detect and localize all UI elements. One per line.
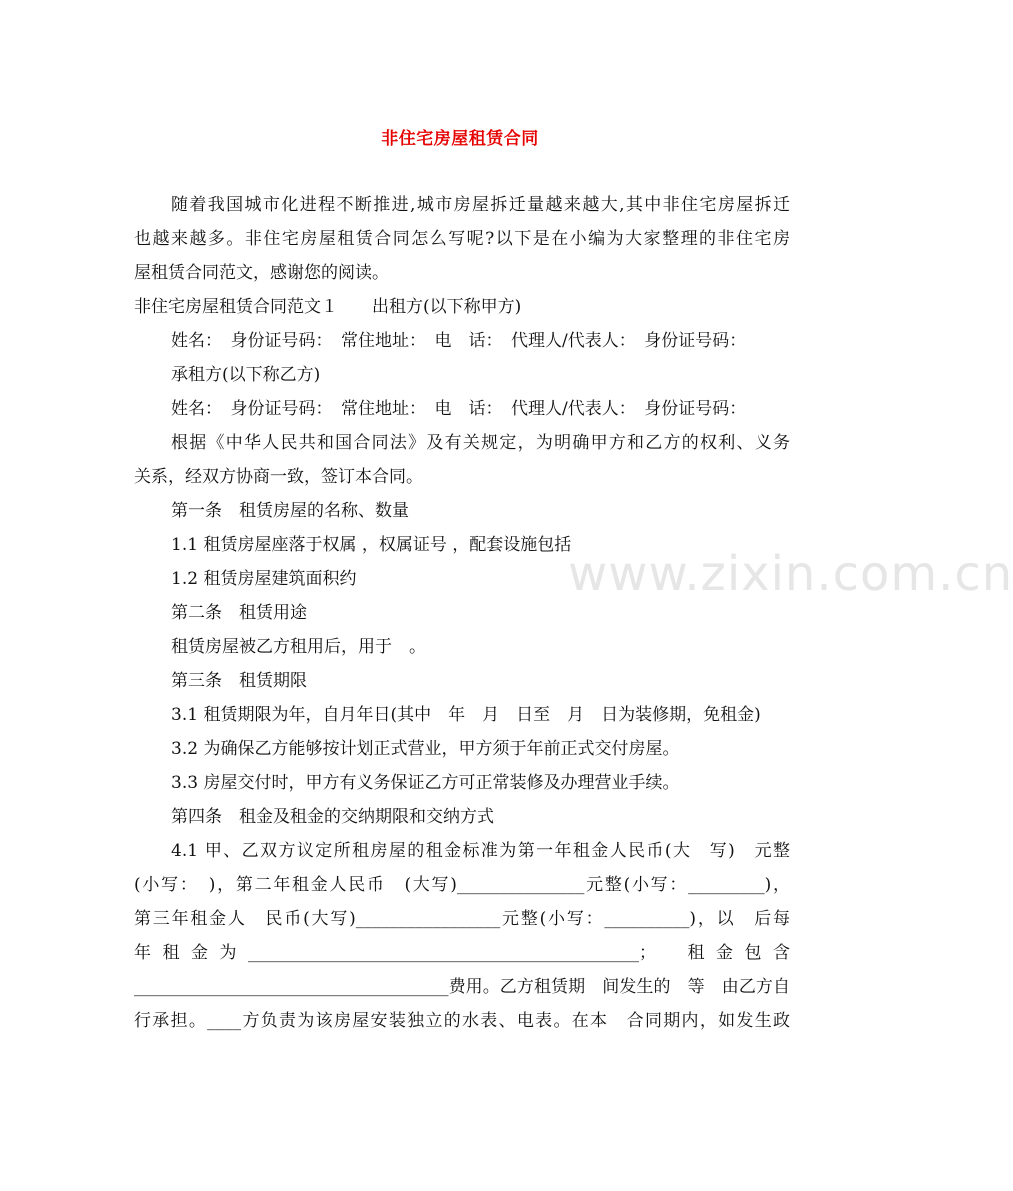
paragraph-line: _____________________________________费用。乙方租赁期 间发生的 等 由乙方自: [134, 977, 790, 997]
watermark: www.zixin.com.cn: [568, 546, 1013, 602]
paragraph-line: 第一条 租赁房屋的名称、数量: [171, 501, 409, 521]
paragraph-line: (小写： )，第二年租金人民币 (大写)_______________元整(小写：_________)，: [134, 875, 790, 895]
document-title: 非住宅房屋租赁合同: [381, 129, 539, 149]
paragraph-line: 3.1 租赁期限为年，自月年日(其中 年 月 日至 月 日为装修期，免租金): [171, 705, 761, 725]
paragraph-line: 3.3 房屋交付时，甲方有义务保证乙方可正常装修及办理营业手续。: [171, 773, 680, 793]
paragraph-line: 随着我国城市化进程不断推进,城市房屋拆迁量越来越大,其中非住宅房屋拆迁: [171, 195, 790, 215]
paragraph-line: 3.2 为确保乙方能够按计划正式营业，甲方须于年前正式交付房屋。: [171, 739, 680, 759]
paragraph-line: 姓名： 身份证号码： 常住地址： 电 话： 代理人/代表人： 身份证号码：: [171, 331, 747, 351]
paragraph-line: 1.2 租赁房屋建筑面积约: [171, 569, 357, 589]
paragraph-line: 姓名： 身份证号码： 常住地址： 电 话： 代理人/代表人： 身份证号码：: [171, 399, 747, 419]
paragraph-line: 第二条 租赁用途: [171, 603, 307, 623]
paragraph-line: 第四条 租金及租金的交纳期限和交纳方式: [171, 807, 494, 827]
paragraph-line: 年租金为______________________________________________； 租金包含: [134, 943, 790, 963]
paragraph-line: 承租方(以下称乙方): [171, 365, 321, 385]
paragraph-line: 第三条 租赁期限: [171, 671, 307, 691]
paragraph-line: 第三年租金人 民币(大写)_________________元整(小写：__________)，以 后每: [134, 909, 790, 929]
paragraph-line: 根据《中华人民共和国合同法》及有关规定，为明确甲方和乙方的权利、义务: [171, 433, 790, 453]
paragraph-line: 关系，经双方协商一致，签订本合同。: [134, 467, 423, 487]
paragraph-line: 1.1 租赁房屋座落于权属 ，权属证号 ，配套设施包括: [171, 535, 572, 555]
paragraph-line: 4.1 甲、乙双方议定所租房屋的租金标准为第一年租金人民币(大 写) 元整: [171, 841, 790, 861]
paragraph-line: 行承担。____方负责为该房屋安装独立的水表、电表。在本 合同期内，如发生政: [134, 1011, 790, 1031]
paragraph-line: 也越来越多。非住宅房屋租赁合同怎么写呢?以下是在小编为大家整理的非住宅房: [134, 229, 790, 249]
document-body: [134, 188, 790, 1038]
paragraph-line: 租赁房屋被乙方租用后，用于 。: [171, 637, 426, 657]
paragraph-line: 屋租赁合同范文，感谢您的阅读。: [134, 263, 389, 283]
paragraph-line: 非住宅房屋租赁合同范文１ 出租方(以下称甲方): [134, 297, 522, 317]
